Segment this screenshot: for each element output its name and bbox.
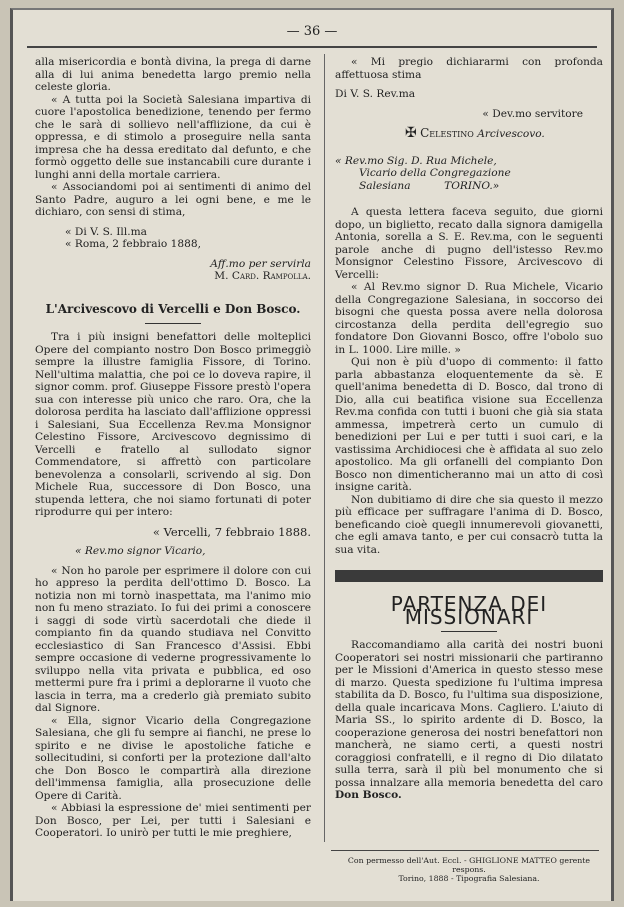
paragraph: Non dubitiamo di dire che sia questo il mezzo più efficace per suffragare l'anima di D. Bosco, beneficando cioè quegli innumerevoli giovanetti, che egli amava tanto, e per cui consacrò tutta la sua vita. [335,493,603,556]
letter-date: « Vercelli, 7 febbraio 1888. [152,524,311,539]
signature-title: Arcivescovo. [477,128,545,140]
paragraph: Raccomandiamo alla carità dei nostri buoni Cooperatori sei nostri missionarii che partiranno per le Missioni d'America in questo stesso mese di marzo. Questa spedizione fu l'ultima impresa stabilita da D. Bosco, fu l'ultima sua disposizione, della quale incaricava Mons. Cagliero. L'aiuto di Maria SS., lo spirito ardente di D. Bosco, la cooperazione generosa dei nostri benefattori non mancherà, ne siamo certi, a questi nostri coraggiosi confratelli, e il regno di Dio dilatato sulla terra, sarà il più bel monumento che si possa innalzare alla memoria benedetta del caro Don Bosco. [335,639,603,801]
address-line: Vicario della Congregazione [359,167,511,179]
paragraph: « Non ho parole per esprimere il dolore con cui ho appreso la perdita dell'ottimo D. Bosco. La notizia non mi tornò inaspettata, ma l'animo mio non fu meno straziato. Io fui dei primi a conoscere i saggi di sode virtù sacerdotali che diede il compianto fin da quando studiava nel Convitto ecclesiastico di San Francesco d'Assisi. Ebbi sempre occasione di vederne progressivamente lo sviluppo nella vita privata e pubblica, ed oso mettermi pure fra i primi a deplorarne il vuoto che lascia in terra, ma a crederlo già premiato subito dal Signore. [35,564,311,714]
paragraph: Qui non è più d'uopo di commento: il fatto parla abbastanza eloquentemente da sè. E quell'anima benedetta di D. Bosco, dal trono di Dio, alla cui beatifica visione sua Eccellenza Rev.ma confida con tutti i buoni che già sia stata ammessa, impetrerà certo un cumulo di benedizioni per Lui e per tutti i suoi cari, e la vastissima Archidiocesi che è affidata al suo zelo apostolico. Ma gli orfanelli del compianto Don Bosco non dimenticheranno mai un atto di così insigne carità. [335,356,603,493]
right-column [335,56,603,802]
page [10,8,614,901]
address-line: Salesiana TORINO.» [359,179,500,192]
section-heading: PARTENZA DEI MISSIONARI [390,592,548,629]
footer-permission: Con permesso dell'Aut. Eccl. - GHIGLIONE MATTEO gerente respons. [347,856,591,874]
signature-line: Aff.mo per servirla [210,257,311,270]
paragraph: « Ella, signor Vicario della Congregazione Salesiana, che gli fu sempre ai fianchi, ne prese lo spirito e ne divise le apostoliche fatiche e sollecitudini, si conforti per la protezione dall'alto che Don Bosco le compartirà alla direzione dell'immensa famiglia, alla prosecuzione delle Opere di Carità. [35,714,311,802]
signature-name: M. Card. Rampolla. [214,270,311,282]
closing-line: « Dev.mo servitore [482,107,583,120]
section-heading: L'Arcivescovo di Vercelli e Don Bosco. [45,301,301,316]
paragraph: « Al Rev.mo signor D. Rua Michele, Vicario della Congregazione Salesiana, in soccorso dei bisogni che questa possa avere nella dolorosa circostanza della perdita dell'egregio suo fondatore Don Giovanni Bosco, offre l'obolo suo in L. 1000. Lire mille. » [335,281,603,356]
paragraph: alla misericordia e bontà divina, la prega di darne alla di lui anima benedetta largo premio nella celeste gloria. [35,56,311,93]
paragraph: A questa lettera faceva seguito, due giorni dopo, un biglietto, recato dalla signora damigella Antonia, sorella a S. E. Rev.ma, con le seguenti parole anche di pugno dell'istesso Rev.mo Monsignor Celestino Fissore, Arcivescovo di Vercelli: [335,206,603,281]
cross-icon: ✠ [405,125,417,141]
closing-line: Di V. S. Rev.ma [335,88,416,100]
left-column [35,56,311,840]
section-bar [335,570,603,582]
footer-printer: Torino, 1888 - Tipografia Salesiana. [398,874,540,883]
closing-date: « Roma, 2 febbraio 1888, [65,238,202,250]
paragraph: « A tutta poi la Società Salesiana impartiva di cuore l'apostolica benedizione, tenendo per fermo che le sarà di sollievo nell'afflizione, da cui è oppressa, e di stimolo a proseguire nella santa impresa che ha dessa ereditato dal defunto, e che formò oggetto delle sue instancabili cure durante i lunghi anni della mortale carriera. [35,93,311,181]
paragraph: « Associandomi poi ai sentimenti di animo del Santo Padre, auguro a lei ogni bene, e me le dichiaro, con sensi di stima, [35,181,311,218]
header-rule [27,46,597,48]
footer-rule [331,850,599,851]
paragraph: « Mi pregio dichiararmi con profonda affettuosa stima [335,56,603,81]
paragraph: « Abbiasi la espressione de' miei sentimenti per Don Bosco, per Lei, per tutti i Salesiani e Cooperatori. Io unirò per tutti le mie preghiere, [35,802,311,839]
closing-line: « Di V. S. Ill.ma [65,225,147,238]
signature-name: Celestino [420,126,474,140]
column-rule [324,54,325,842]
page-number: — 36 — [286,24,338,39]
letter-salutation: « Rev.mo signor Vicario, [75,545,206,557]
paragraph: Tra i più insigni benefattori delle molteplici Opere del compianto nostro Don Bosco primeggiò sempre la illustre famiglia Fissore, di Torino. Nell'ultima malattia, che poi ce lo doveva rapire, il signor comm. prof. Giuseppe Fissore prestò l'opera sua con interesse più unico che raro. Ora, che la dolorosa perdita ha lasciato dall'afflizione oppressi i Salesiani, Sua Eccellenza Rev.ma Monsignor Celestino Fissore, Arcivescovo degnissimo di Vercelli e fratello al sullodato signor Commendatore, si affrettò con particolare benevolenza a consolarli, scrivendo al sig. Don Michele Rua, successore di Don Bosco, una stupenda lettera, che noi siamo fortunati di poter riprodurre qui per intero: [35,331,311,518]
address-line: « Rev.mo Sig. D. Rua Michele, [335,154,497,167]
